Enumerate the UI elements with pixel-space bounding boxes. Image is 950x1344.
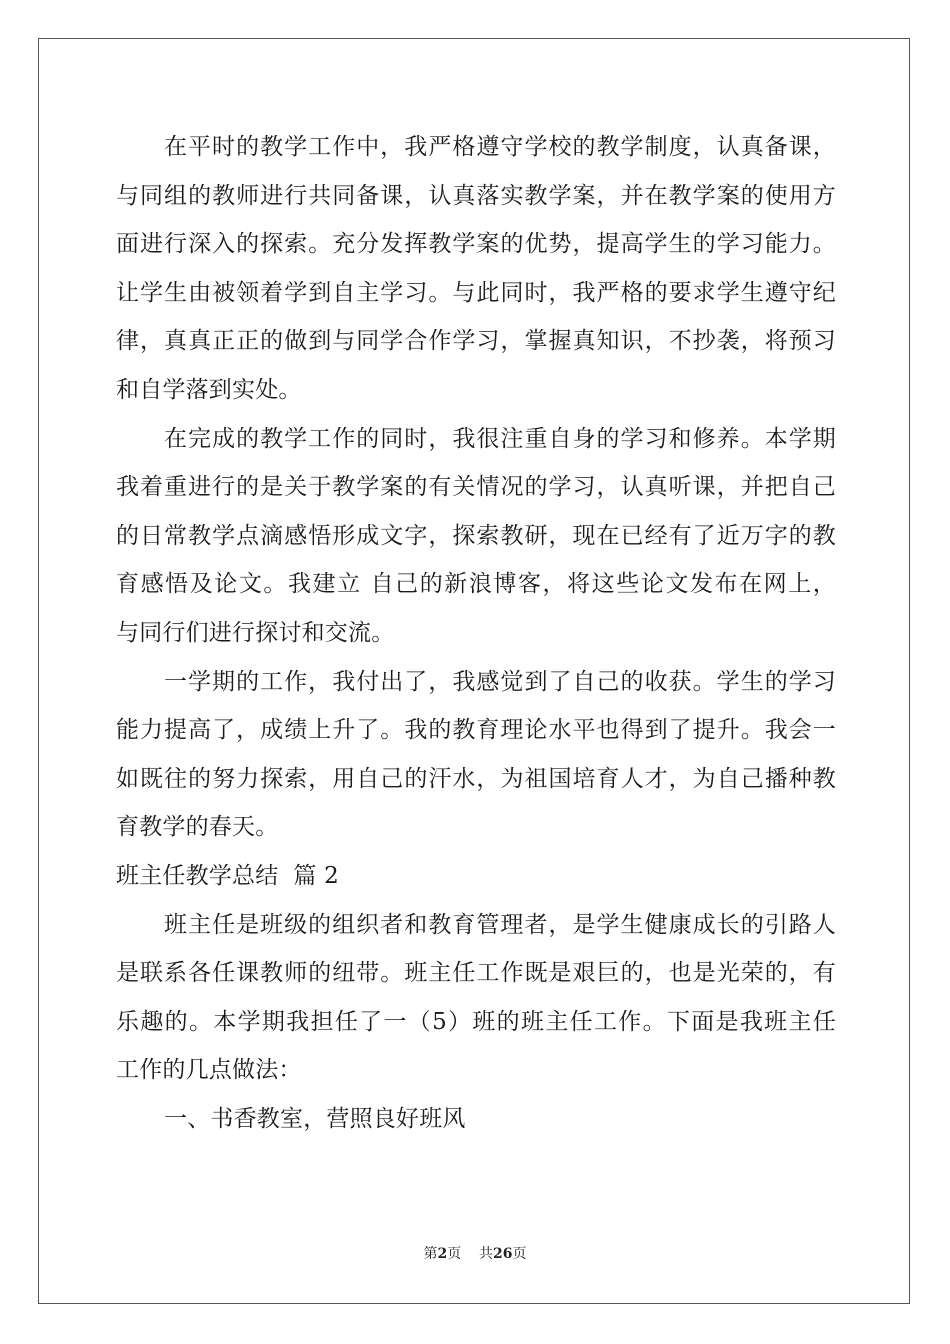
document-body: [116, 123, 836, 1143]
paragraph-1-line-4: 让学生由被领着学到自主学习。与此同时，我严格的要求学生遵守纪: [116, 279, 836, 306]
paragraph-1-line-1: 在平时的教学工作中，我严格遵守学校的教学制度，认真备课，: [164, 134, 836, 160]
paragraph-2-line-2: 我着重进行的是关于教学案的有关情况的学习，认真听课，并把自己: [116, 474, 836, 501]
paragraph-4-line-2: 是联系各任课教师的纽带。班主任工作既是艰巨的，也是光荣的，有: [116, 960, 836, 987]
paragraph-4-line-4: 工作的几点做法：: [116, 1057, 302, 1084]
paragraph-2-line-5: 与同行们进行探讨和交流。: [116, 619, 395, 646]
total-suffix: 页: [512, 1246, 527, 1262]
subheading-1: 一、书香教室，营照良好班风: [164, 1105, 466, 1132]
paragraph-1-line-5: 律，真真正正的做到与同学合作学习，掌握真知识，不抄袭，将预习: [116, 328, 836, 355]
section-heading: 班主任教学总结 篇 2: [116, 862, 339, 889]
paragraph-2-line-1: 在完成的教学工作的同时，我很注重自身的学习和修养。本学期: [164, 425, 836, 452]
paragraph-3-line-4: 育教学的春天。: [116, 814, 279, 841]
paragraph-4-line-3: 乐趣的。本学期我担任了一（5）班的班主任工作。下面是我班主任: [116, 1008, 836, 1035]
page-prefix: 第: [423, 1246, 438, 1262]
page-suffix: 页: [447, 1246, 462, 1262]
paragraph-1-line-2: 与同组的教师进行共同备课，认真落实教学案，并在教学案的使用方: [116, 182, 836, 209]
paragraph-1-line-6: 和自学落到实处。: [116, 376, 302, 403]
total-prefix: 共: [479, 1246, 494, 1262]
page-number: 2: [437, 1246, 448, 1262]
page-footer: [0, 1244, 950, 1264]
total-pages: 26: [493, 1246, 513, 1262]
paragraph-3-line-2: 能力提高了，成绩上升了。我的教育理论水平也得到了提升。我会一: [116, 717, 836, 744]
paragraph-3-line-3: 如既往的努力探索，用自己的汗水，为祖国培育人才，为自己播种教: [116, 765, 836, 792]
paragraph-4-line-1: 班主任是班级的组织者和教育管理者，是学生健康成长的引路人: [164, 911, 836, 938]
paragraph-1-line-3: 面进行深入的探索。充分发挥教学案的优势，提高学生的学习能力。: [116, 231, 836, 258]
paragraph-2-line-4: 育感悟及论文。我建立 自己的新浪博客，将这些论文发布在网上，: [116, 571, 836, 598]
paragraph-2-line-3: 的日常教学点滴感悟形成文字，探索教研，现在已经有了近万字的教: [116, 522, 836, 549]
paragraph-3-line-1: 一学期的工作，我付出了，我感觉到了自己的收获。学生的学习: [164, 668, 836, 695]
